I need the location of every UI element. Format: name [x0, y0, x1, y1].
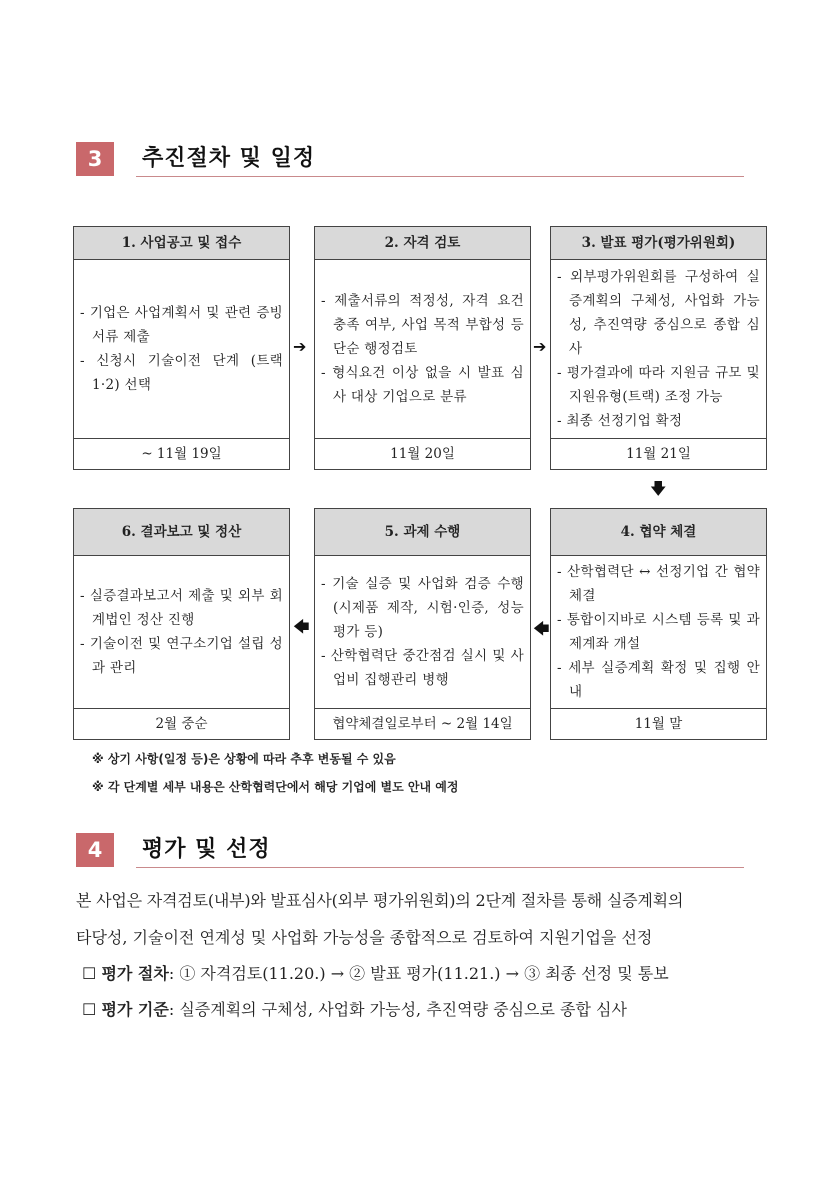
step-box-3	[550, 226, 767, 470]
step-item: - 신청시 기술이전 단계 (트랙1·2) 선택	[80, 349, 283, 397]
step-item: - 평가결과에 따라 지원금 규모 및 지원유형(트랙) 조정 가능	[557, 361, 760, 409]
step-box-6	[73, 508, 290, 740]
step-box-4	[550, 508, 767, 740]
note-separate-guidance: ※ 각 단계별 세부 내용은 산학협력단에서 해당 기업에 별도 안내 예정	[92, 780, 459, 794]
down-arrow-icon: 🡇	[650, 479, 667, 498]
step-body	[315, 260, 530, 438]
step-date: 2월 중순	[74, 708, 289, 739]
step-title: 4. 협약 체결	[551, 509, 766, 556]
check-text: : 실증계획의 구체성, 사업화 가능성, 추진역량 중심으로 종합 심사	[168, 1000, 627, 1019]
step-item: - 산학협력단 중간점검 실시 및 사업비 집행관리 병행	[321, 644, 524, 692]
check-label: 평가 절차	[101, 964, 169, 983]
step-date: 11월 20일	[315, 438, 530, 469]
step-item: - 제출서류의 적정성, 자격 요건 충족 여부, 사업 목적 부합성 등 단순 행정검토	[321, 289, 524, 361]
step-title: 5. 과제 수행	[315, 509, 530, 556]
check-text: : ① 자격검토(11.20.) → ② 발표 평가(11.21.) → ③ 최종 선정 및 통보	[168, 964, 669, 983]
evaluation-criteria-line	[82, 1000, 627, 1020]
step-date: 11월 21일	[551, 438, 766, 469]
section-title: 추진절차 및 일정	[142, 146, 316, 171]
note-schedule-change: ※ 상기 사항(일정 등)은 상황에 따라 추후 변동될 수 있음	[92, 752, 396, 766]
section-title: 평가 및 선정	[142, 837, 271, 862]
step-date: 11월 말	[551, 708, 766, 739]
step-body	[551, 556, 766, 708]
section-3-header	[76, 142, 744, 178]
step-title: 2. 자격 검토	[315, 227, 530, 260]
step-item: - 기술 실증 및 사업화 검증 수행 (시제품 제작, 시험·인증, 성능평가 등)	[321, 572, 524, 644]
section-4-paragraph-line-2: 타당성, 기술이전 연계성 및 사업화 가능성을 종합적으로 검토하여 지원기업을 선정	[76, 928, 653, 947]
step-item: - 기술이전 및 연구소기업 설립 성과 관리	[80, 632, 283, 680]
check-label: 평가 기준	[101, 1000, 169, 1019]
step-date: 협약체결일로부터 ~ 2월 14일	[315, 708, 530, 739]
right-arrow-icon: ➔	[533, 337, 547, 356]
step-box-5	[314, 508, 531, 740]
step-body	[74, 260, 289, 438]
step-item: - 산학협력단 ↔ 선정기업 간 협약 체결	[557, 560, 760, 608]
evaluation-procedure-line	[82, 964, 669, 984]
step-box-1	[73, 226, 290, 470]
checkbox-icon: ☐	[82, 1000, 97, 1019]
section-underline	[136, 867, 744, 868]
step-title: 3. 발표 평가(평가위원회)	[551, 227, 766, 260]
section-4-header	[76, 833, 744, 869]
step-body	[315, 556, 530, 708]
section-underline	[136, 176, 744, 177]
step-body	[551, 260, 766, 438]
step-title: 6. 결과보고 및 정산	[74, 509, 289, 556]
step-date: ~ 11월 19일	[74, 438, 289, 469]
step-item: - 형식요건 이상 없을 시 발표 심사 대상 기업으로 분류	[321, 361, 524, 409]
section-4-paragraph-line-1: 본 사업은 자격검토(내부)와 발표심사(외부 평가위원회)의 2단계 절차를 통해 실증계획의	[76, 891, 684, 910]
step-item: - 외부평가위원회를 구성하여 실증계획의 구체성, 사업화 가능성, 추진역량 중심으로 종합 심사	[557, 265, 760, 361]
step-item: - 세부 실증계획 확정 및 집행 안내	[557, 656, 760, 704]
left-arrow-icon: 🡄	[293, 617, 310, 636]
right-arrow-icon: ➔	[293, 337, 307, 356]
step-title: 1. 사업공고 및 접수	[74, 227, 289, 260]
left-arrow-icon: 🡄	[533, 619, 550, 638]
checkbox-icon: ☐	[82, 964, 97, 983]
section-number: 3	[76, 142, 114, 176]
section-number: 4	[76, 833, 114, 867]
step-item: - 최종 선정기업 확정	[557, 409, 760, 433]
step-item: - 실증결과보고서 제출 및 외부 회계법인 정산 진행	[80, 584, 283, 632]
step-box-2	[314, 226, 531, 470]
step-item: - 기업은 사업계획서 및 관련 증빙서류 제출	[80, 301, 283, 349]
step-item: - 통합이지바로 시스템 등록 및 과제계좌 개설	[557, 608, 760, 656]
step-body	[74, 556, 289, 708]
